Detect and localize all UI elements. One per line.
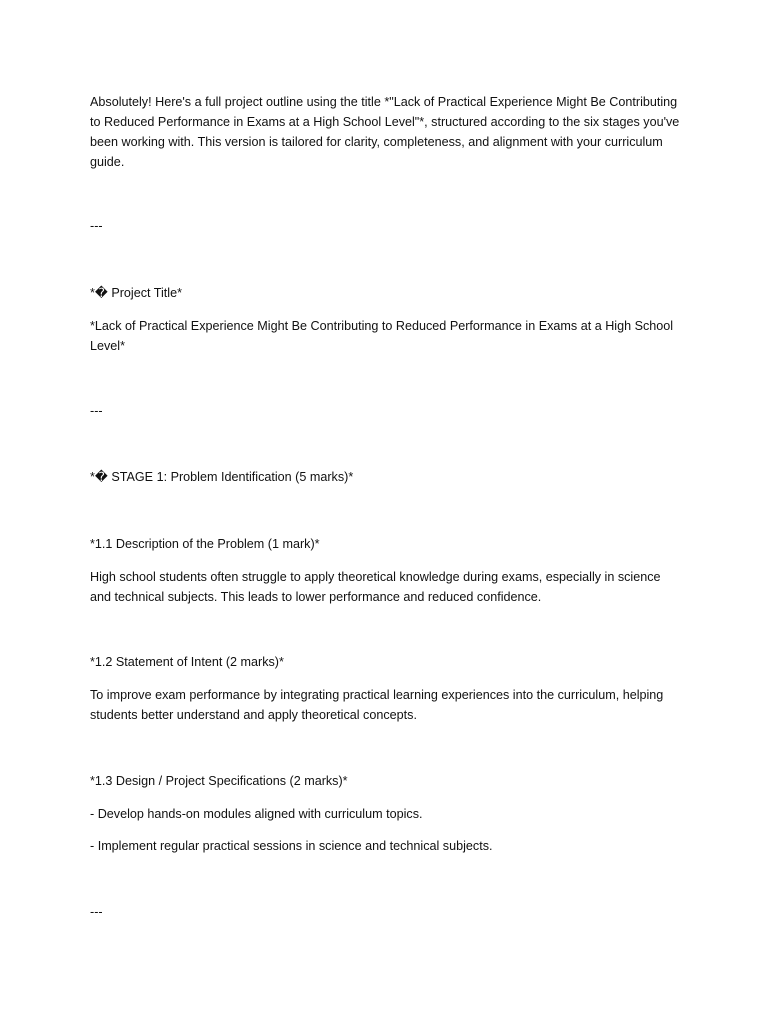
spec-list-item: - Develop hands-on modules aligned with curriculum topics. [90,807,423,821]
separator: --- [90,219,103,233]
project-title-heading: *� Project Title* [90,286,183,300]
separator: --- [90,404,103,418]
section-1-1-heading: *1.1 Description of the Problem (1 mark)* [90,537,320,551]
spec-list-item: - Implement regular practical sessions in science and technical subjects. [90,839,493,853]
separator: --- [90,905,103,919]
section-1-2-heading: *1.2 Statement of Intent (2 marks)* [90,655,284,669]
section-1-1-text: High school students often struggle to apply theoretical knowledge during exams, especially in science and technical subjects. This leads to lower performance and reduced confidence. [90,570,661,604]
project-title-text: *Lack of Practical Experience Might Be Contributing to Reduced Performance in Exams at a High School Level* [90,319,674,353]
intro-paragraph: Absolutely! Here's a full project outline using the title *"Lack of Practical Experience Might Be Contributing to Reduced Performance in Exams at a High School Level"*, structured according to the six stages you've been working with. This version is tailored for clarity, completeness, and alignment with your curriculum guide. [90,95,680,169]
stage-1-heading: *� STAGE 1: Problem Identification (5 marks)* [90,470,354,484]
section-1-3-heading: *1.3 Design / Project Specifications (2 marks)* [90,774,348,788]
section-1-2-text: To improve exam performance by integrating practical learning experiences into the curriculum, helping students better understand and apply theoretical concepts. [90,688,664,722]
